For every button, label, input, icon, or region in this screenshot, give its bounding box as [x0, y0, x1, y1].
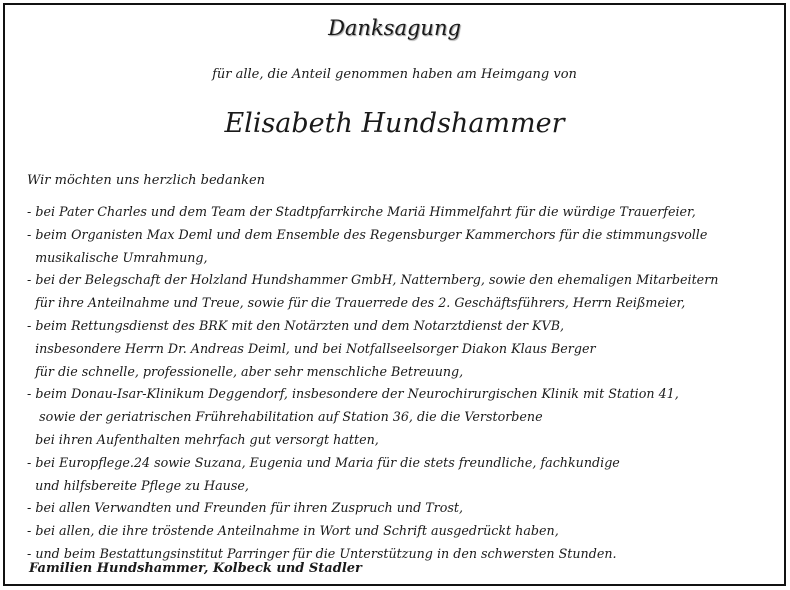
notice-subtitle: für alle, die Anteil genommen haben am Heimgang von — [212, 67, 577, 82]
thanks-line: musikalische Umrahmung, — [27, 249, 208, 265]
thanks-line: - bei allen Verwandten und Freunden für ihren Zuspruch und Trost, — [27, 500, 464, 516]
signature: Familien Hundshammer, Kolbeck und Stadler — [29, 561, 362, 576]
thanks-line: - bei der Belegschaft der Holzland Hundshammer GmbH, Natternberg, sowie den ehemaligen Mitarbeitern — [27, 272, 719, 288]
thanks-line: - beim Rettungsdienst des BRK mit den Notärzten und dem Notarztdienst der KVB, — [27, 317, 565, 333]
thanks-line: für ihre Anteilnahme und Treue, sowie für die Trauerrede des 2. Geschäftsführers, Herrn Reißmeier, — [27, 295, 686, 311]
thanks-line: sowie der geriatrischen Frührehabilitation auf Station 36, die die Verstorbene — [27, 409, 543, 425]
thanks-line: - bei Pater Charles und dem Team der Stadtpfarrkirche Mariä Himmelfahrt für die würdige Trauerfeier, — [27, 204, 696, 219]
thanks-line: insbesondere Herrn Dr. Andreas Deiml, und bei Notfallseelsorger Diakon Klaus Berger — [27, 340, 596, 356]
obituary-notice-frame — [3, 3, 786, 586]
thanks-line: - beim Donau-Isar-Klinikum Deggendorf, insbesondere der Neurochirurgischen Klinik mit Station 41, — [27, 386, 679, 402]
thanks-line: - bei allen, die ihre tröstende Anteilnahme in Wort und Schrift ausgedrückt haben, — [27, 523, 559, 539]
thanks-line: und hilfsbereite Pflege zu Hause, — [27, 477, 249, 493]
thanks-list — [27, 201, 782, 566]
thanks-line: für die schnelle, professionelle, aber sehr menschliche Betreuung, — [27, 363, 464, 379]
intro-text: Wir möchten uns herzlich bedanken — [27, 173, 266, 188]
thanks-line: - bei Europflege.24 sowie Suzana, Eugenia und Maria für die stets freundliche, fachkundige — [27, 454, 620, 470]
thanks-line: - beim Organisten Max Deml und dem Ensemble des Regensburger Kammerchors für die stimmungsvolle — [27, 226, 708, 242]
deceased-name: Elisabeth Hundshammer — [224, 108, 565, 139]
notice-title: Danksagung — [328, 16, 461, 40]
thanks-line: bei ihren Aufenthalten mehrfach gut versorgt hatten, — [27, 431, 379, 447]
thanks-line: - und beim Bestattungsinstitut Parringer für die Unterstützung in den schwersten Stunden. — [27, 545, 617, 561]
